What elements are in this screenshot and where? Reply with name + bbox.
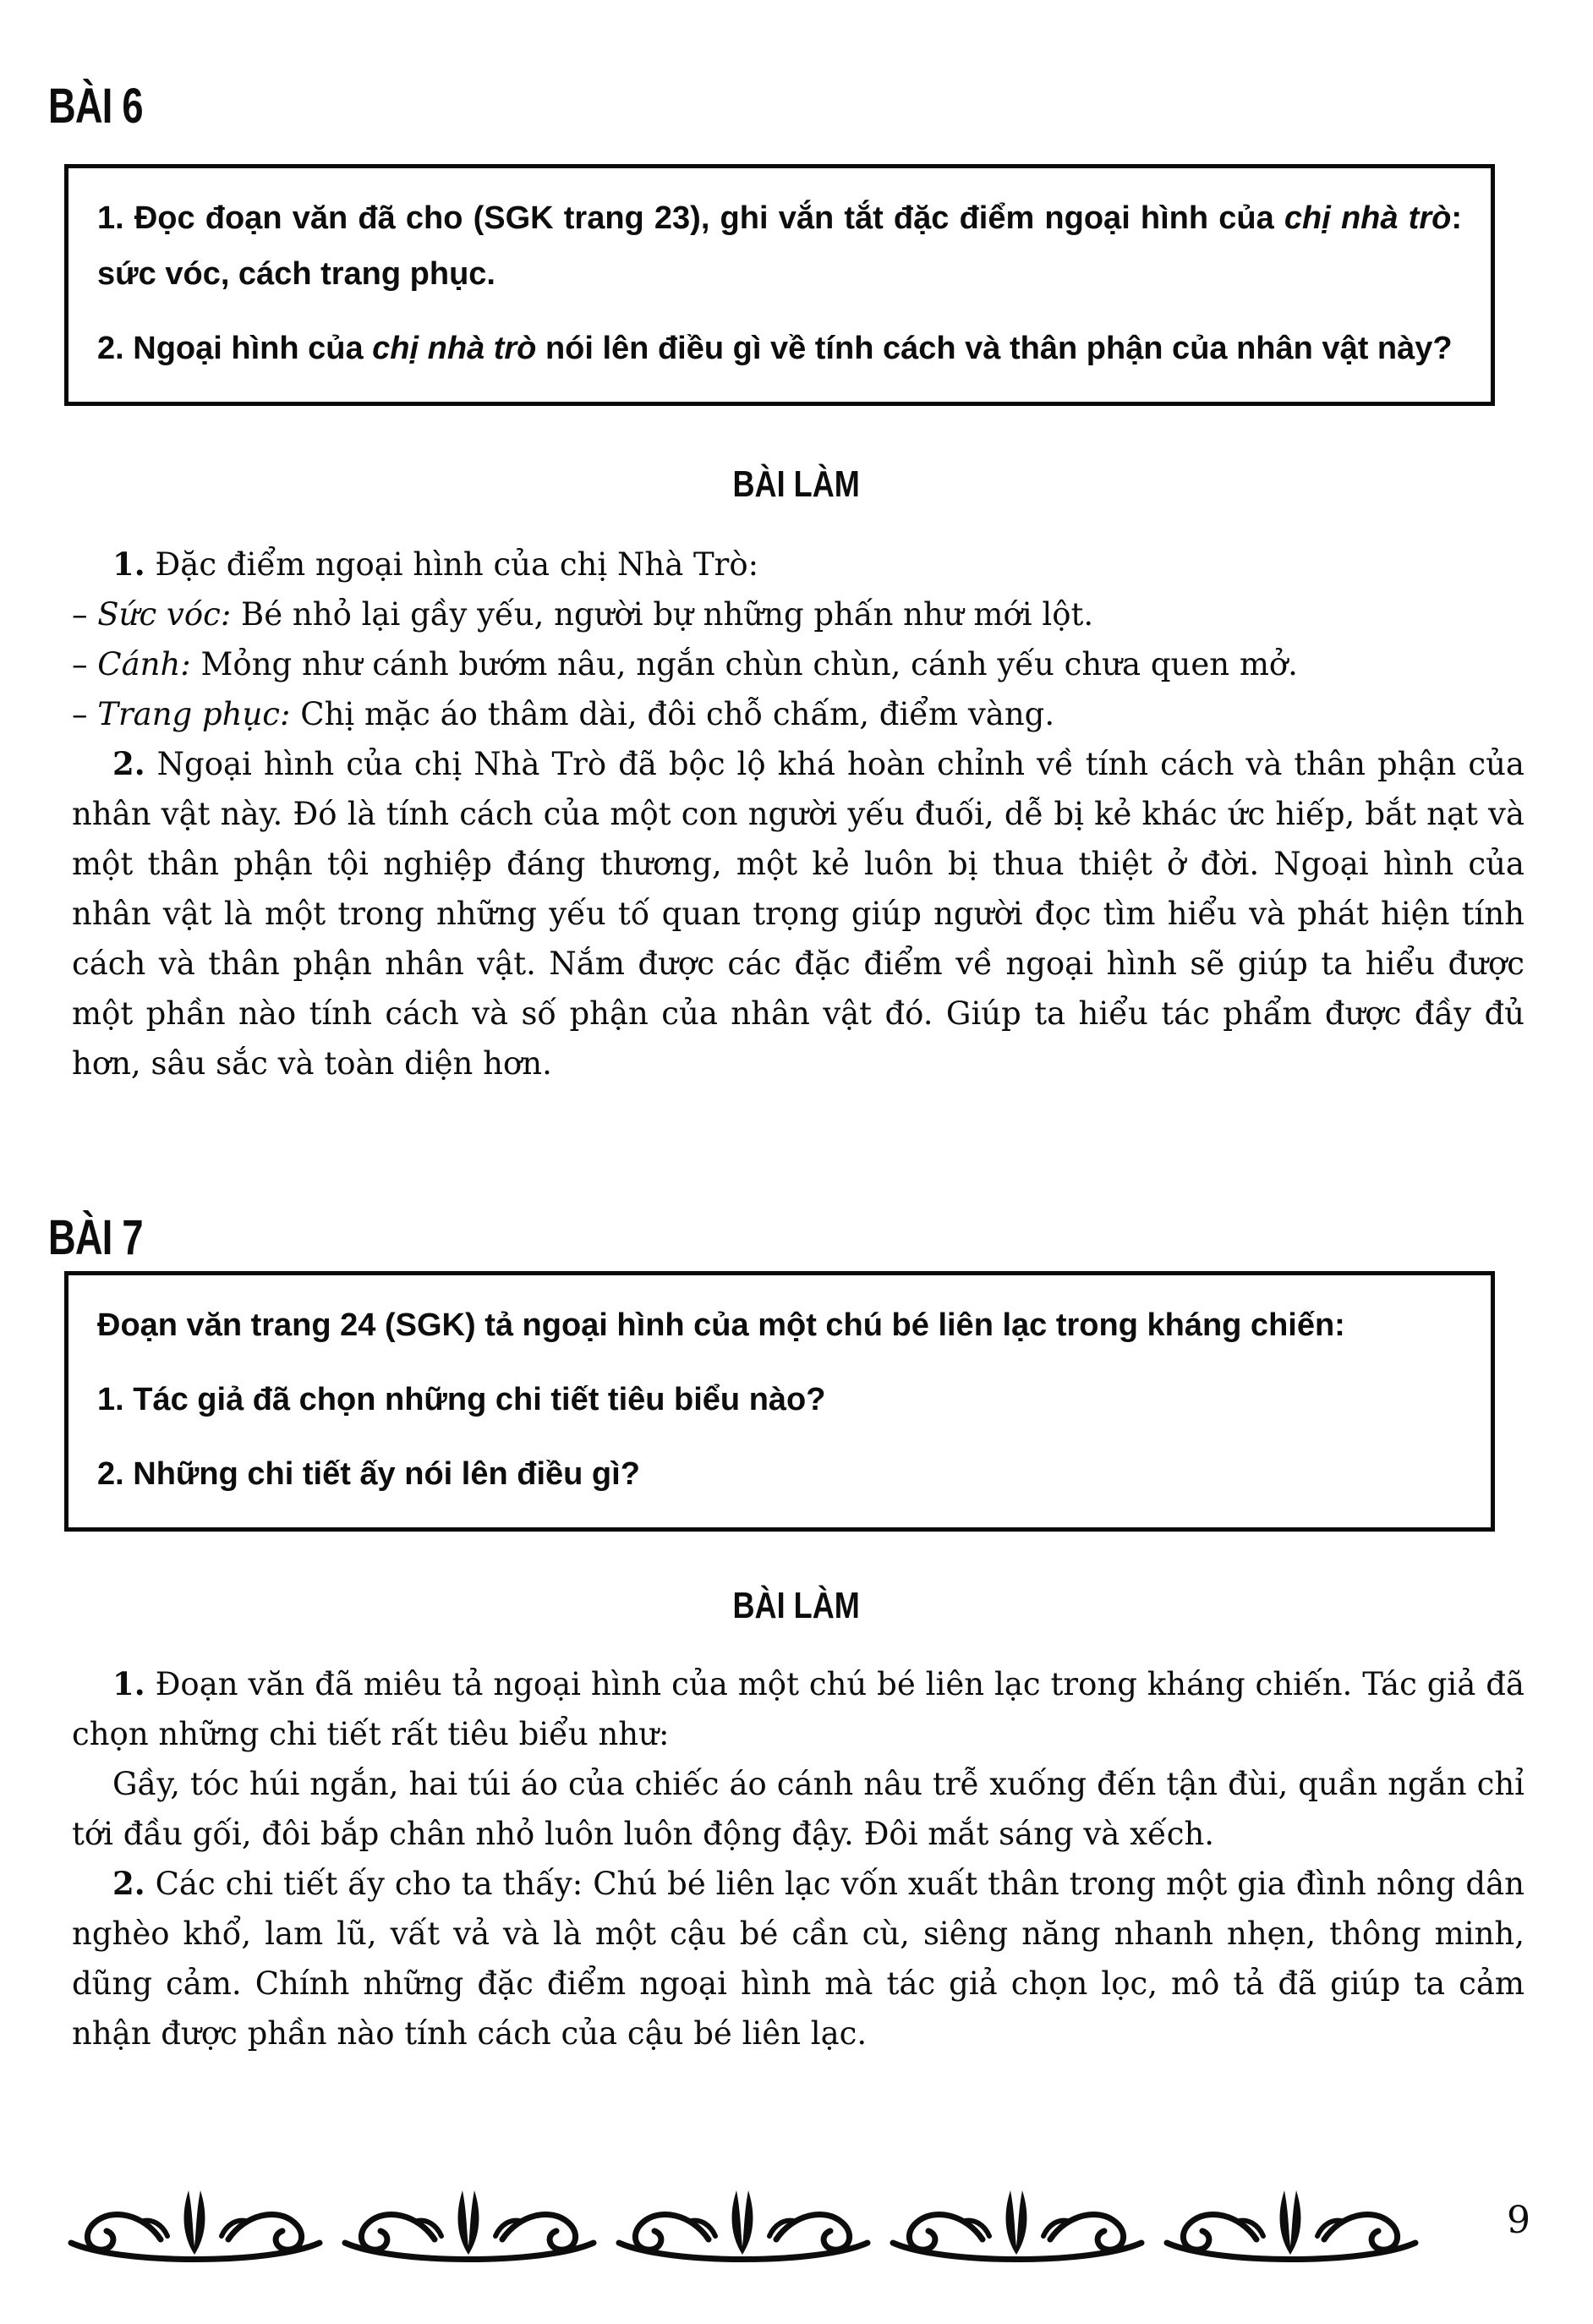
- answer-line: [72, 540, 1525, 589]
- lesson-6-question-1: [97, 190, 1462, 302]
- bullet-label: Cánh:: [97, 646, 191, 682]
- answer-text: Các chi tiết ấy cho ta thấy: Chú bé liên lạc vốn xuất thân trong một gia đình nông dân nghèo khổ, lam lũ, vất vả và là một cậu bé cần cù, siêng năng nhanh nhẹn, thông minh, dũng cảm. Chính những đặc điểm ngoại hình mà tác giả chọn lọc, mô tả đã giúp ta cảm nhận được phần nào tính cách của cậu bé liên lạc.: [72, 1866, 1525, 2052]
- lesson-7-answer: [72, 1659, 1525, 2058]
- lesson-7-question-box: [64, 1271, 1495, 1532]
- answer-bullet: [72, 639, 1525, 689]
- answer-paragraph: [72, 739, 1525, 1088]
- item-number: 1.: [112, 1665, 145, 1702]
- bullet-label: Trang phục:: [97, 696, 291, 732]
- answer-text: Đoạn văn đã miêu tả ngoại hình của một chú bé liên lạc trong kháng chiến. Tác giả đã chọn những chi tiết rất tiêu biểu như:: [72, 1666, 1525, 1752]
- answer-paragraph: [72, 1659, 1525, 1759]
- lesson-6-title: BÀI 6: [48, 79, 143, 134]
- bullet-label: Sức vóc:: [97, 596, 232, 633]
- lesson-7-answer-heading: [0, 1585, 1593, 1627]
- flourish-icon: [59, 2187, 1429, 2268]
- bailam-label: BÀI LÀM: [732, 1585, 861, 1626]
- bailam-label: BÀI LÀM: [732, 463, 861, 505]
- answer-text: Ngoại hình của chị Nhà Trò đã bộc lộ khá hoàn chỉnh về tính cách và thân phận của nhân vật này. Đó là tính cách của một con người yếu đuối, dễ bị kẻ khác ức hiếp, bắt nạt và một thân phận tội nghiệp đáng thương, một kẻ luôn bị thua thiệt ở đời. Ngoại hình của nhân vật là một trong những yếu tố quan trọng giúp người đọc tìm hiểu và phát hiện tính cách và thân phận nhân vật. Nắm được các đặc điểm về ngoại hình sẽ giúp ta hiểu được một phần nào tính cách và số phận của nhân vật đó. Giúp ta hiểu tác phẩm được đầy đủ hơn, sâu sắc và toàn diện hơn.: [72, 746, 1525, 1082]
- lesson-6-answer: [72, 540, 1525, 1088]
- item-number: 2.: [112, 745, 145, 782]
- answer-text: Bé nhỏ lại gầy yếu, người bự những phấn như mới lột.: [231, 596, 1094, 633]
- question-text: 1. Đọc đoạn văn đã cho (SGK trang 23), ghi vắn tắt đặc điểm ngoại hình của: [97, 200, 1284, 236]
- answer-text: Mỏng như cánh bướm nâu, ngắn chùn chùn, cánh yếu chưa quen mở.: [190, 646, 1298, 682]
- item-number: 2.: [112, 1865, 145, 1902]
- question-text: : sức vóc, cách trang phục.: [97, 200, 1462, 292]
- answer-text: Chị mặc áo thâm dài, đôi chỗ chấm, điểm vàng.: [290, 696, 1055, 732]
- question-italic-term: chị nhà trò: [1284, 200, 1452, 236]
- answer-paragraph: [72, 1859, 1525, 2058]
- lesson-7-title: BÀI 7: [48, 1210, 143, 1265]
- answer-text: Đặc điểm ngoại hình của chị Nhà Trò:: [145, 546, 759, 583]
- question-text: 2. Ngoại hình của: [97, 331, 373, 366]
- lesson-7-question-2: 2. Những chi tiết ấy nói lên điều gì?: [97, 1456, 640, 1492]
- answer-paragraph: Gầy, tóc húi ngắn, hai túi áo của chiếc áo cánh nâu trễ xuống đến tận đùi, quần ngắn chỉ tới đầu gối, đôi bắp chân nhỏ luôn luôn động đậy. Đôi mắt sáng và xếch.: [72, 1766, 1525, 1852]
- page-number: 9: [1507, 2199, 1530, 2242]
- question-text: nói lên điều gì về tính cách và thân phận của nhân vật này?: [536, 331, 1453, 366]
- lesson-6-question-box: [64, 164, 1495, 406]
- lesson-6-answer-heading: [0, 463, 1593, 506]
- lesson-7-intro: Đoạn văn trang 24 (SGK) tả ngoại hình của một chú bé liên lạc trong kháng chiến:: [97, 1307, 1345, 1343]
- item-number: 1.: [112, 545, 145, 583]
- answer-bullet: [72, 689, 1525, 739]
- footer-flourish-ornament: [59, 2187, 1429, 2268]
- lesson-7-question-1: 1. Tác giả đã chọn những chi tiết tiêu biểu nào?: [97, 1382, 826, 1417]
- question-italic-term: chị nhà trò: [372, 331, 537, 366]
- bullet-dash: –: [72, 596, 98, 633]
- answer-bullet: [72, 589, 1525, 639]
- bullet-dash: –: [72, 696, 98, 732]
- lesson-6-question-2: [97, 321, 1462, 376]
- bullet-dash: –: [72, 646, 98, 682]
